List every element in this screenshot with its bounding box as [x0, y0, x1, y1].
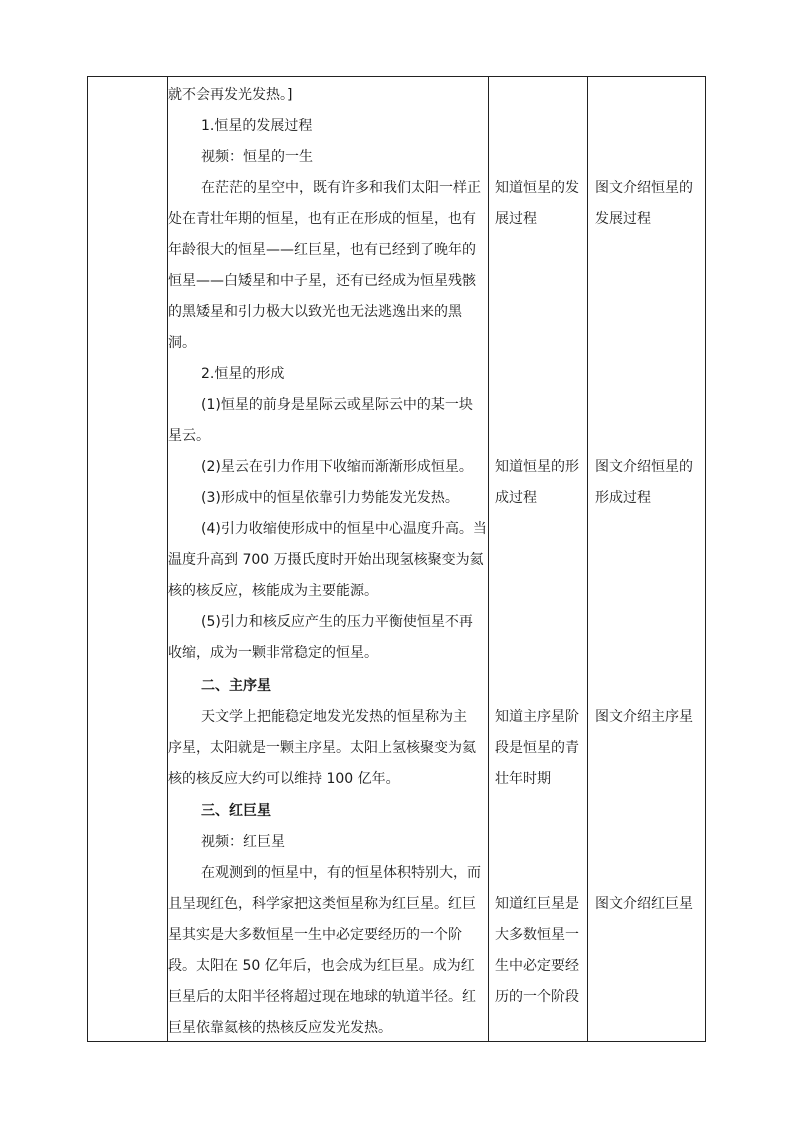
content-line: 处在青壮年期的恒星，也有正在形成的恒星，也有	[168, 211, 476, 227]
content-line: 2.恒星的形成	[201, 366, 285, 382]
content-line: 视频：红巨星	[201, 834, 285, 850]
content-line: 在观测到的恒星中，有的恒星体积特别大，而	[201, 865, 481, 881]
content-line: (4)引力收缩使形成中的恒星中心温度升高。当	[201, 521, 487, 537]
column-divider	[488, 77, 489, 1041]
content-line: 视频：恒星的一生	[201, 149, 313, 165]
content-line: 星其实是大多数恒星一生中必定要经历的一个阶	[168, 927, 462, 943]
content-line: 核的核反应大约可以维持 100 亿年。	[168, 771, 400, 787]
goal-line: 历的一个阶段	[495, 989, 579, 1005]
method-line: 图文介绍恒星的	[595, 180, 693, 196]
method-line: 图文介绍恒星的	[595, 459, 693, 475]
content-line: (3)形成中的恒星依靠引力势能发光发热。	[201, 490, 459, 506]
content-line: 序星，太阳就是一颗主序星。太阳上氢核聚变为氦	[168, 740, 476, 756]
goal-line: 壮年时期	[495, 771, 551, 787]
goal-line: 大多数恒星一	[495, 927, 579, 943]
content-line: (2)星云在引力作用下收缩而渐渐形成恒星。	[201, 459, 473, 475]
goal-line: 展过程	[495, 211, 537, 227]
content-line: 1.恒星的发展过程	[201, 118, 313, 134]
content-line: 星云。	[168, 428, 210, 444]
content-line: 恒星——白矮星和中子星，还有已经成为恒星残骸	[168, 273, 476, 289]
content-line: 巨星依靠氦核的热核反应发光发热。	[168, 1020, 392, 1036]
content-line: 在茫茫的星空中，既有许多和我们太阳一样正	[201, 180, 481, 196]
section-heading: 三、红巨星	[201, 803, 271, 819]
goal-line: 知道恒星的形	[495, 459, 579, 475]
content-line: 就不会再发光发热。]	[168, 87, 293, 103]
content-line: 段。太阳在 50 亿年后，也会成为红巨星。成为红	[168, 958, 475, 974]
content-line: 年龄很大的恒星——红巨星，也有已经到了晚年的	[168, 242, 476, 258]
lesson-table	[87, 76, 706, 1042]
content-line: 的黑矮星和引力极大以致光也无法逃逸出来的黑	[168, 304, 462, 320]
column-divider	[587, 77, 588, 1041]
content-line: 洞。	[168, 335, 196, 351]
content-line: 收缩，成为一颗非常稳定的恒星。	[168, 645, 378, 661]
goal-line: 知道恒星的发	[495, 180, 579, 196]
goal-line: 成过程	[495, 490, 537, 506]
goal-line: 段是恒星的青	[495, 740, 579, 756]
method-line: 图文介绍红巨星	[595, 896, 693, 912]
content-line: 且呈现红色，科学家把这类恒星称为红巨星。红巨	[168, 896, 476, 912]
content-line: (1)恒星的前身是星际云或星际云中的某一块	[201, 397, 473, 413]
content-line: 温度升高到 700 万摄氏度时开始出现氢核聚变为氦	[168, 552, 484, 568]
method-line: 图文介绍主序星	[595, 709, 693, 725]
content-line: 核的核反应，核能成为主要能源。	[168, 583, 378, 599]
method-line: 发展过程	[595, 211, 651, 227]
method-line: 形成过程	[595, 490, 651, 506]
content-line: 天文学上把能稳定地发光发热的恒星称为主	[201, 709, 467, 725]
goal-line: 知道主序星阶	[495, 709, 579, 725]
goal-line: 知道红巨星是	[495, 896, 579, 912]
goal-line: 生中必定要经	[495, 958, 579, 974]
content-line: 巨星后的太阳半径将超过现在地球的轨道半径。红	[168, 989, 476, 1005]
content-line: (5)引力和核反应产生的压力平衡使恒星不再	[201, 614, 473, 630]
section-heading: 二、主序星	[201, 678, 271, 694]
